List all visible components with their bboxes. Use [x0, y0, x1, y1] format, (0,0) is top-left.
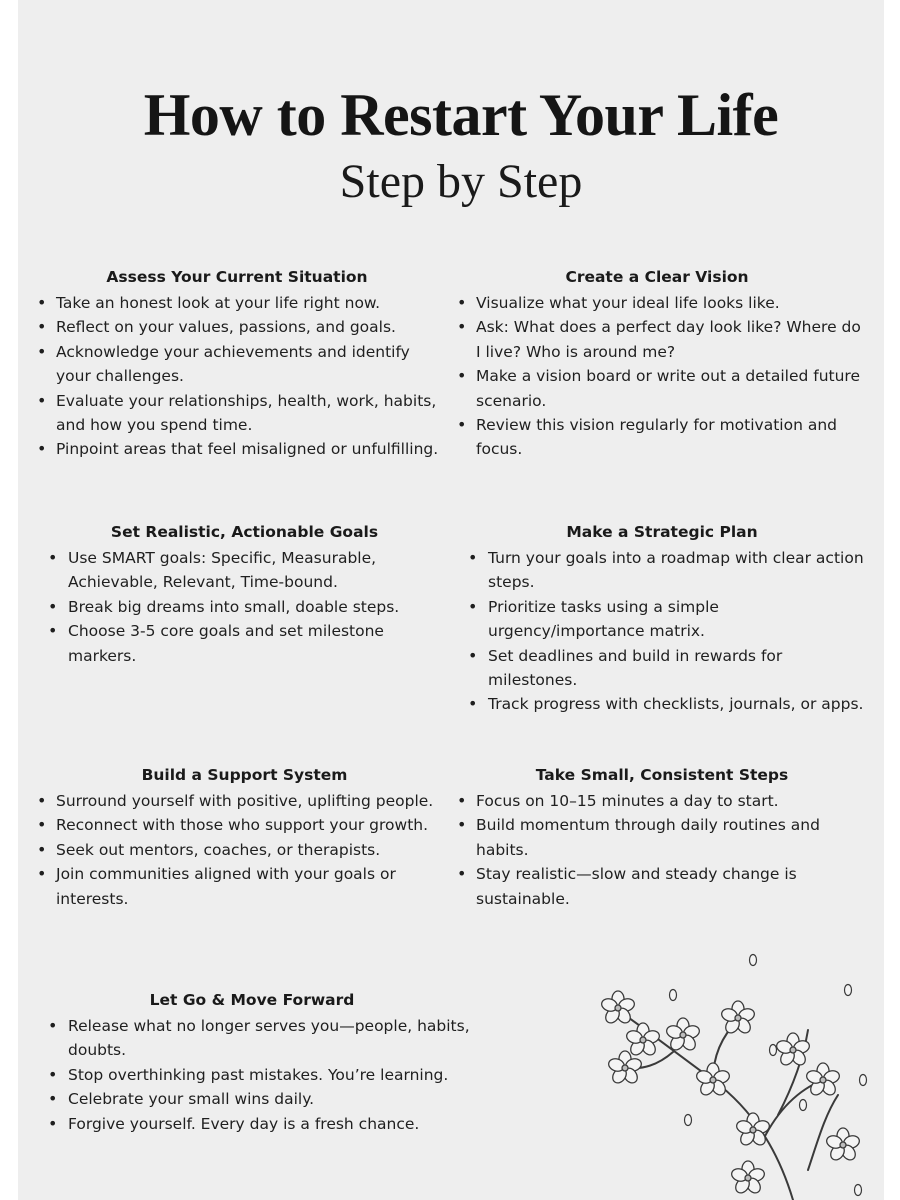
section-consistent-steps	[452, 764, 872, 911]
section-actionable-goals	[32, 521, 457, 668]
list-item: • Set deadlines and build in rewards for milestones.	[452, 644, 872, 693]
section-support-system	[32, 764, 457, 911]
bullet-list	[452, 789, 872, 911]
list-item: • Track progress with checklists, journals, or apps.	[452, 692, 872, 716]
section-heading: Assess Your Current Situation	[106, 268, 368, 286]
list-item: • Forgive yourself. Every day is a fresh chance.	[32, 1112, 472, 1136]
list-item: • Prioritize tasks using a simple urgency/importance matrix.	[452, 595, 872, 644]
page-title: How to Restart Your Life	[143, 82, 779, 148]
list-item: • Stop overthinking past mistakes. You’re learning.	[32, 1063, 472, 1087]
list-item: • Release what no longer serves you—people, habits, doubts.	[32, 1014, 472, 1063]
list-item: • Reflect on your values, passions, and goals.	[32, 315, 442, 339]
bullet-list	[32, 1014, 472, 1136]
bullet-list	[32, 546, 457, 668]
list-item: • Evaluate your relationships, health, work, habits, and how you spend time.	[32, 389, 442, 438]
section-heading: Set Realistic, Actionable Goals	[110, 523, 379, 541]
section-move-forward	[32, 989, 472, 1136]
list-item: • Use SMART goals: Specific, Measurable, Achievable, Relevant, Time-bound.	[32, 546, 457, 595]
section-clear-vision	[452, 266, 862, 462]
list-item: • Celebrate your small wins daily.	[32, 1087, 472, 1111]
list-item: • Visualize what your ideal life looks like.	[452, 291, 862, 315]
list-item: • Ask: What does a perfect day look like? Where do I live? Who is around me?	[452, 315, 862, 364]
list-item: • Break big dreams into small, doable steps.	[32, 595, 457, 619]
list-item: • Build momentum through daily routines and habits.	[452, 813, 872, 862]
bullet-list	[32, 789, 457, 911]
list-item: • Review this vision regularly for motivation and focus.	[452, 413, 862, 462]
list-item: • Make a vision board or write out a detailed future scenario.	[452, 364, 862, 413]
list-item: • Focus on 10–15 minutes a day to start.	[452, 789, 872, 813]
list-item: • Turn your goals into a roadmap with clear action steps.	[452, 546, 872, 595]
list-item: • Pinpoint areas that feel misaligned or unfulfilling.	[32, 437, 442, 461]
list-item: • Choose 3-5 core goals and set milestone markers.	[32, 619, 457, 668]
section-heading: Build a Support System	[141, 766, 348, 784]
cherry-blossom-branch-icon	[563, 940, 893, 1200]
section-assess-situation	[32, 266, 442, 462]
list-item: • Reconnect with those who support your growth.	[32, 813, 457, 837]
bullet-list	[32, 291, 442, 462]
list-item: • Take an honest look at your life right now.	[32, 291, 442, 315]
bullet-list	[452, 546, 872, 717]
section-heading: Let Go & Move Forward	[149, 991, 355, 1009]
bullet-list	[452, 291, 862, 462]
list-item: • Seek out mentors, coaches, or therapists.	[32, 838, 457, 862]
section-strategic-plan	[452, 521, 872, 717]
list-item: • Stay realistic—slow and steady change is sustainable.	[452, 862, 872, 911]
document-page	[18, 0, 884, 1200]
section-heading: Create a Clear Vision	[565, 268, 749, 286]
page-subtitle: Step by Step	[339, 155, 583, 208]
list-item: • Acknowledge your achievements and identify your challenges.	[32, 340, 442, 389]
section-heading: Take Small, Consistent Steps	[535, 766, 789, 784]
list-item: • Surround yourself with positive, uplifting people.	[32, 789, 457, 813]
list-item: • Join communities aligned with your goals or interests.	[32, 862, 457, 911]
section-heading: Make a Strategic Plan	[566, 523, 758, 541]
